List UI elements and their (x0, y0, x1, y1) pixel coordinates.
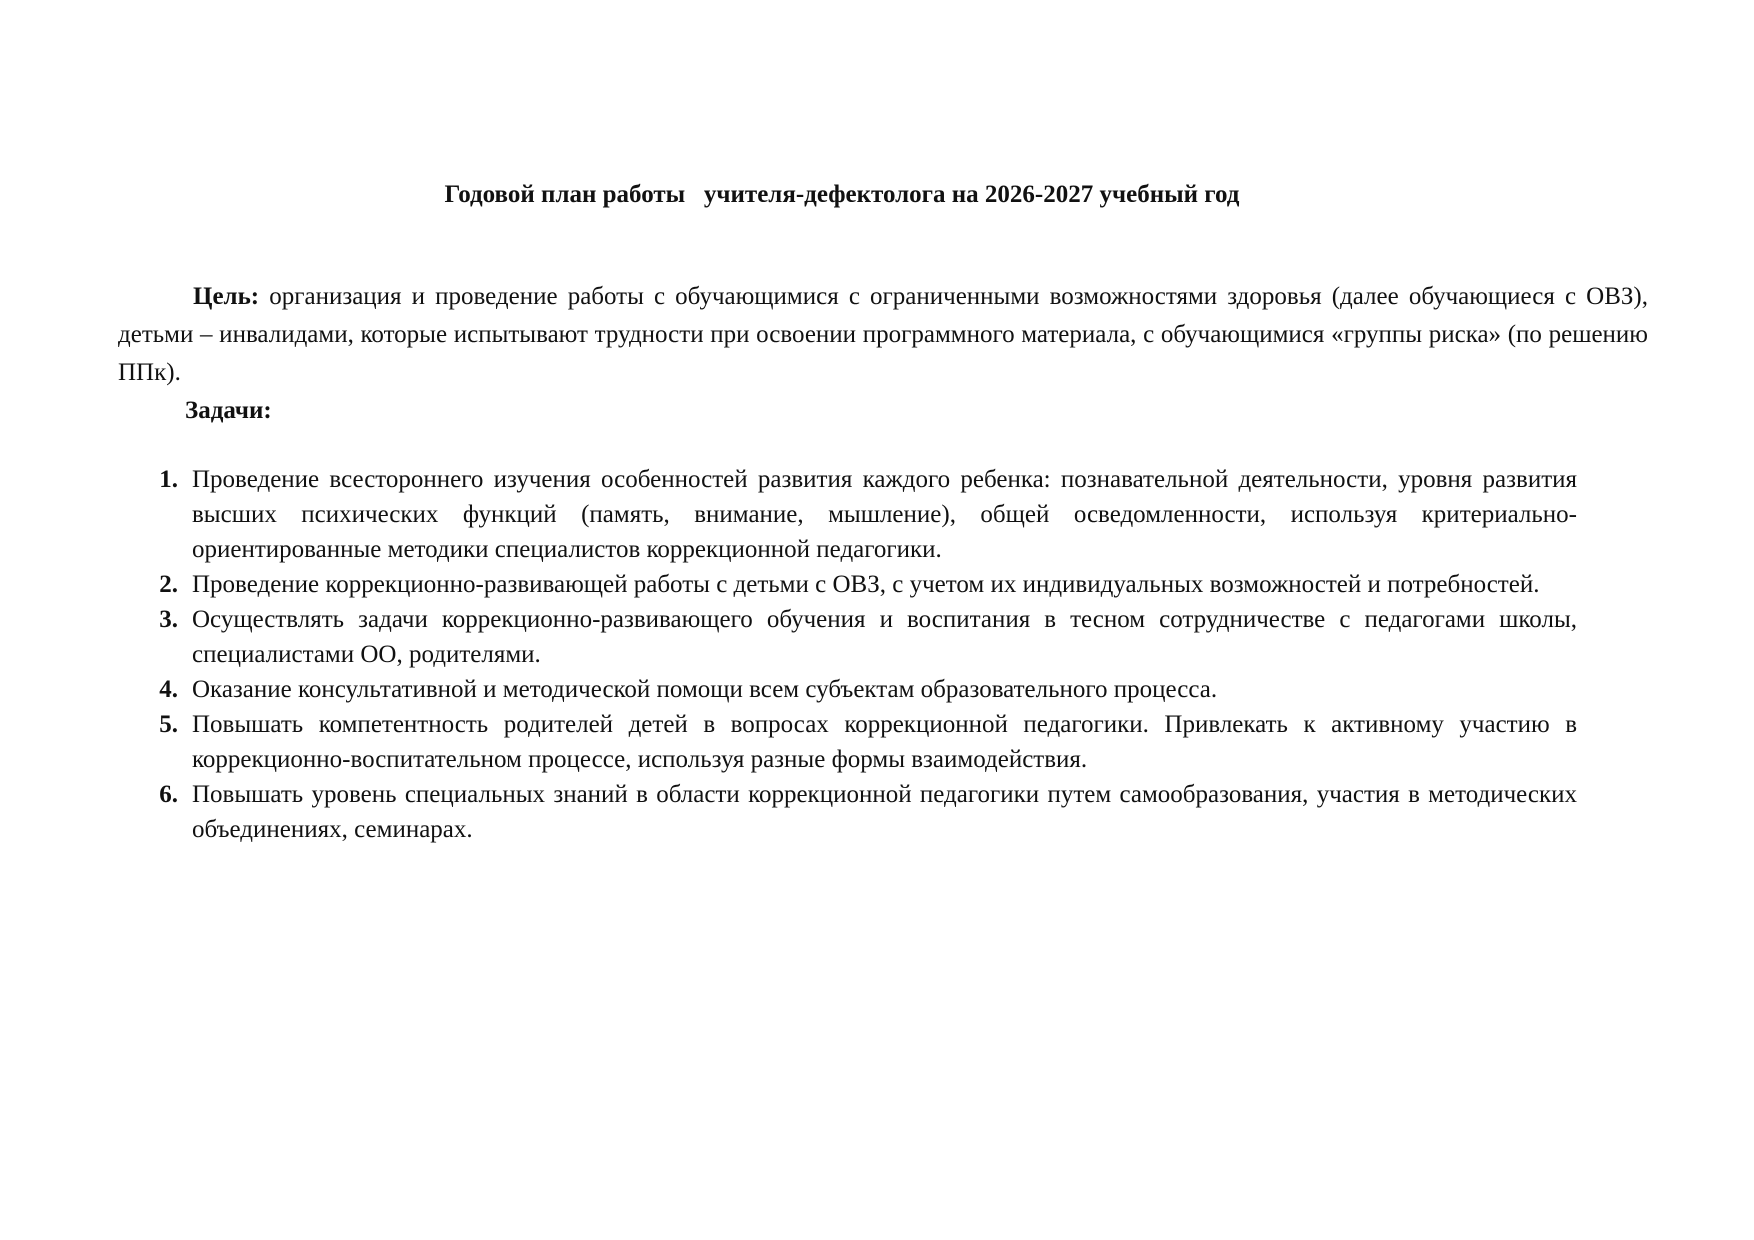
document-title: Годовой план работы учителя-дефектолога на 2026-2027 учебный год (444, 181, 1240, 208)
task-item (140, 672, 1577, 707)
goal-paragraph (118, 278, 1648, 392)
task-item (140, 567, 1577, 602)
task-number: 3. (159, 606, 178, 633)
task-number: 2. (159, 571, 178, 598)
tasks-list (140, 462, 1577, 847)
task-text: Проведение коррекционно-развивающей работы с детьми с ОВЗ, с учетом их индивидуальных возможностей и потребностей. (192, 571, 1540, 598)
task-text: Осуществлять задачи коррекционно-развивающего обучения и воспитания в тесном сотрудничестве с педагогами школы, специалистами ОО, родителями. (192, 606, 1577, 668)
goal-label: Цель: (193, 283, 260, 310)
task-text: Повышать уровень специальных знаний в области коррекционной педагогики путем самообразования, участия в методических объединениях, семинарах. (192, 781, 1577, 843)
task-item (140, 707, 1577, 777)
task-number: 6. (159, 781, 178, 808)
task-text: Проведение всестороннего изучения особенностей развития каждого ребенка: познавательной деятельности, уровня развития высших психических функций (память, внимание, мышление), общей осведомленности, используя критериально-ориентированные методики специалистов коррекционной педагогики. (192, 466, 1577, 563)
goal-text: организация и проведение работы с обучающимися с ограниченными возможностями здоровья (далее обучающиеся с ОВЗ), детьми – инвалидами, которые испытывают трудности при освоении программного материала, с обучающимися «группы риска» (по решению ППк). (118, 283, 1648, 386)
task-number: 5. (159, 711, 178, 738)
task-item (140, 602, 1577, 672)
task-item (140, 777, 1577, 847)
task-number: 1. (159, 466, 178, 493)
task-text: Повышать компетентность родителей детей в вопросах коррекционной педагогики. Привлекать к активному участию в коррекционно-воспитательном процессе, используя разные формы взаимодействия. (192, 711, 1577, 773)
task-number: 4. (159, 676, 178, 703)
task-item (140, 462, 1577, 567)
tasks-heading: Задачи: (185, 397, 272, 424)
task-text: Оказание консультативной и методической помощи всем субъектам образовательного процесса. (192, 676, 1218, 703)
